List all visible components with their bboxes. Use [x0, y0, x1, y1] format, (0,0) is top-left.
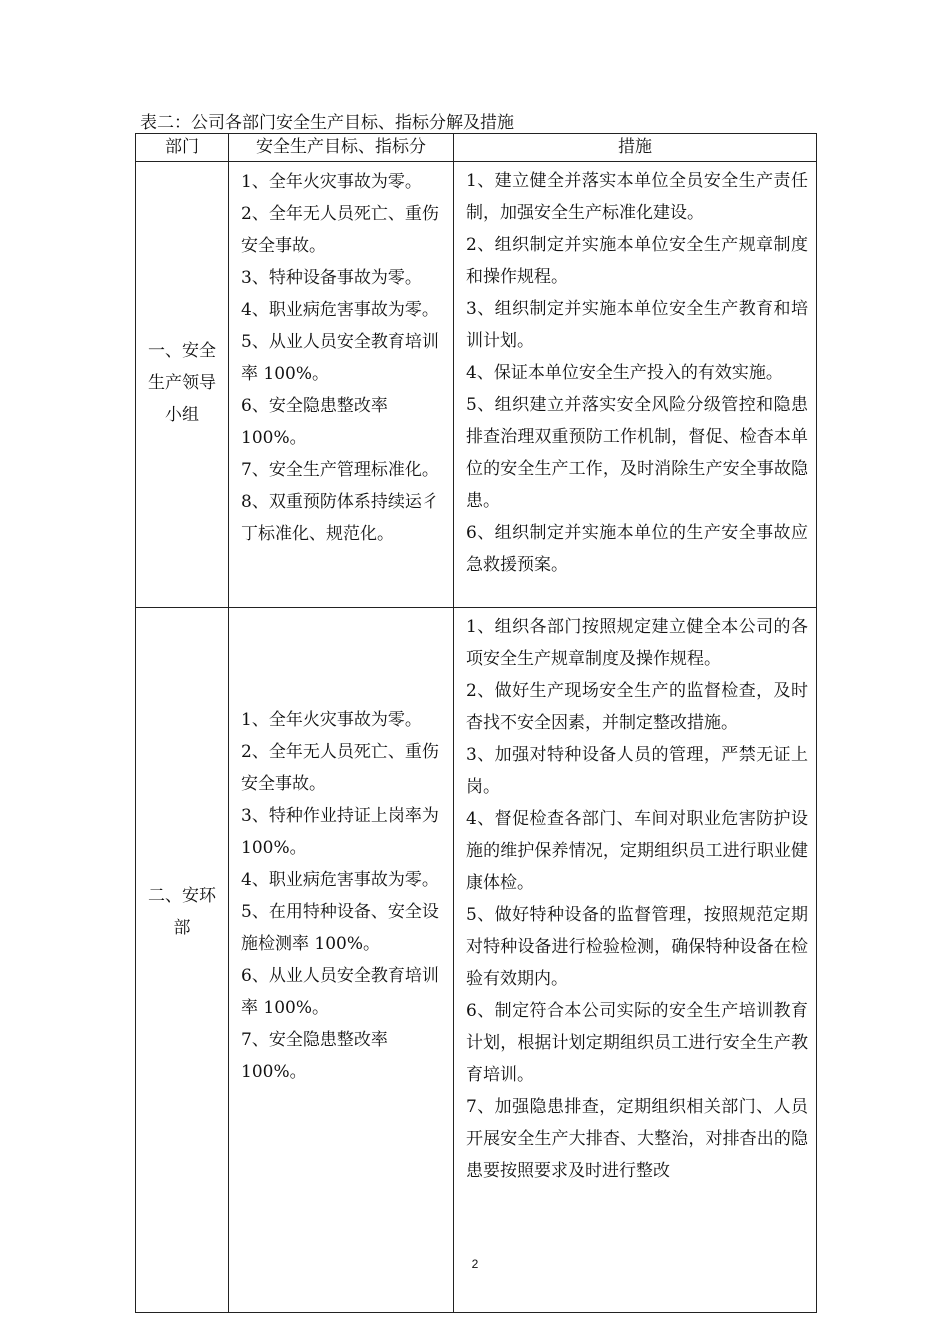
goal-item: 1、全年火灾事故为零。 — [241, 710, 422, 730]
table-row — [136, 608, 817, 1313]
measures-cell — [454, 162, 816, 606]
table-caption: 表二：公司各部门安全生产目标、指标分解及措施 — [140, 113, 514, 133]
table-header-row — [136, 134, 817, 162]
measure-item: 2、组织制定并实施本单位安全生产规章制度和操作规程。 — [466, 235, 808, 287]
measure-item: 2、做好生产现场安全生产的监督检查，及时杳找不安全因素，并制定整改措施。 — [466, 681, 808, 733]
safety-targets-table — [135, 133, 817, 1313]
goal-item: 7、安全生产管理标准化。 — [241, 460, 439, 480]
goal-item: 4、职业病危害事故为零。 — [241, 870, 439, 890]
goal-item: 6、从业人员安全教育培训率 100%。 — [241, 966, 439, 1018]
goal-item: 3、特种作业持证上岗率为100%。 — [241, 806, 439, 858]
goal-item: 5、从业人员安全教育培训率 100%。 — [241, 332, 439, 384]
table-row — [136, 162, 817, 608]
measure-item: 1、组织各部门按照规定建立健全本公司的各项安全生产规章制度及操作规程。 — [466, 617, 808, 669]
measure-item: 6、组织制定并实施本单位的生产安全事故应急救援预案。 — [466, 523, 808, 575]
measure-item: 4、保证本单位安全生产投入的有效实施。 — [466, 363, 783, 383]
measure-item: 3、加强对特种设备人员的管理，严禁无证上岗。 — [466, 745, 808, 797]
measure-item: 7、加强隐患排查，定期组织相关部门、人员开展安全生产大排杳、大整治，对排杳出的隐患要按照要求及时进行整改 — [466, 1097, 808, 1181]
header-goals: 安全生产目标、指标分 — [229, 134, 454, 162]
goal-item: 7、安全隐患整改率 100%。 — [241, 1030, 388, 1082]
measure-item: 3、组织制定并实施本单位安全生产教育和培训计划。 — [466, 299, 808, 351]
goal-item: 3、特种设备事故为零。 — [241, 268, 422, 288]
goal-item: 6、安全隐患整改率 100%。 — [241, 396, 388, 448]
goal-item: 1、全年火灾事故为零。 — [241, 172, 422, 192]
measure-item: 6、制定符合本公司实际的安全生产培训教育计划，根据计划定期组织员工进行安全生产教育培训。 — [466, 1001, 808, 1085]
measure-item: 5、做好特种设备的监督管理，按照规范定期对特种设备进行检验检测，确保特种设备在检验有效期内。 — [466, 905, 808, 989]
goal-item: 4、职业病危害事故为零。 — [241, 300, 439, 320]
dept-cell: 一、安全生产领导小组 — [148, 340, 216, 425]
measure-item: 1、建立健全并落实本单位全员安全生产责任制，加强安全生产标准化建设。 — [466, 171, 808, 223]
dept-cell: 二、安环部 — [148, 886, 216, 938]
goal-item: 5、在用特种设备、安全设施检测率 100%。 — [241, 902, 439, 954]
measure-item: 4、督促检查各部门、车间对职业危害防护设施的维护保养情况，定期组织员工进行职业健康体检。 — [466, 809, 808, 893]
goal-item: 8、双重预防体系持续运彳丁标准化、规范化。 — [241, 492, 439, 544]
measures-cell — [454, 608, 816, 1219]
goal-item: 2、全年无人员死亡、重伤安全事故。 — [241, 742, 439, 794]
measure-item: 5、组织建立并落实安全风险分级管控和隐患排查治理双重预防工作机制，督促、检杳本单位的安全生产工作，及时消除生产安全事故隐患。 — [466, 395, 808, 511]
goal-item: 2、全年无人员死亡、重伤安全事故。 — [241, 204, 439, 256]
goals-cell — [229, 608, 453, 1312]
page-number: 2 — [471, 1257, 479, 1271]
goals-cell — [229, 162, 453, 607]
header-measures: 措施 — [454, 134, 817, 162]
header-dept: 部门 — [136, 134, 229, 162]
